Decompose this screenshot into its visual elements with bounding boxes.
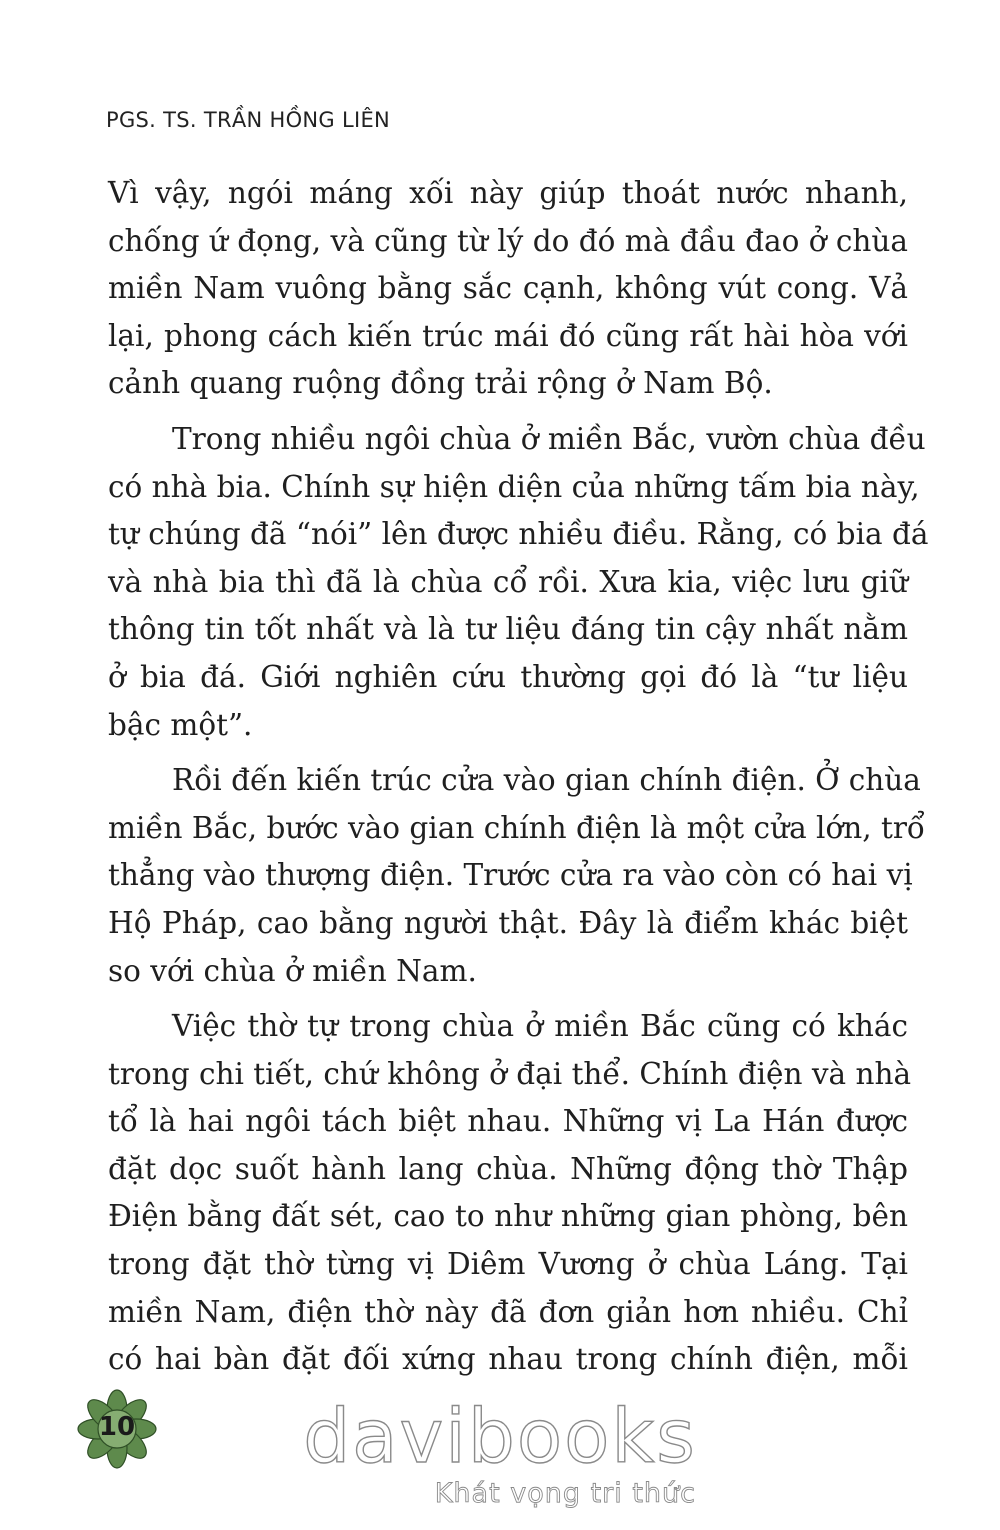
body-text <box>108 170 929 1392</box>
text-line: tổ là hai ngôi tách biệt nhau. Những vị La Hán được <box>108 1104 908 1139</box>
text-line: có hai bàn đặt đối xứng nhau trong chính điện, mỗi <box>108 1342 908 1377</box>
text-line: Hộ Pháp, cao bằng người thật. Đây là điểm khác biệt <box>108 905 908 940</box>
text-line: lại, phong cách kiến trúc mái đó cũng rất hài hòa với <box>108 318 908 353</box>
text-line: miền Nam vuông bằng sắc cạnh, không vút cong. Vả <box>108 271 908 306</box>
text-line: Điện bằng đất sét, cao to như những gian phòng, bên <box>108 1199 908 1234</box>
watermark-tagline: Khát vọng tri thức <box>434 1478 696 1509</box>
text-line: ở bia đá. Giới nghiên cứu thường gọi đó là “tư liệu <box>108 659 908 694</box>
text-line: có nhà bia. Chính sự hiện diện của những tấm bia này, <box>108 469 920 504</box>
text-line: bậc một”. <box>108 707 253 742</box>
text-line: Trong nhiều ngôi chùa ở miền Bắc, vườn chùa đều <box>172 421 926 456</box>
text-line: chống ứ đọng, và cũng từ lý do đó mà đầu đao ở chùa <box>108 223 908 258</box>
text-line: cảnh quang ruộng đồng trải rộng ở Nam Bộ. <box>108 366 773 401</box>
paragraph <box>108 170 908 408</box>
text-line: miền Nam, điện thờ này đã đơn giản hơn nhiều. Chỉ <box>108 1294 908 1329</box>
text-line: thẳng vào thượng điện. Trước cửa ra vào còn có hai vị <box>108 858 913 893</box>
text-line: thông tin tốt nhất và là tư liệu đáng tin cậy nhất nằm <box>108 612 908 647</box>
text-line: miền Bắc, bước vào gian chính điện là một cửa lớn, trổ <box>108 810 925 845</box>
watermark <box>300 1392 700 1522</box>
text-line: Rồi đến kiến trúc cửa vào gian chính điện. Ở chùa <box>172 763 921 798</box>
text-line: đặt dọc suốt hành lang chùa. Những động thờ Thập <box>108 1151 908 1186</box>
text-line: tự chúng đã “nói” lên được nhiều điều. Rằng, có bia đá <box>108 517 929 552</box>
watermark-brand: davibooks <box>303 1394 697 1480</box>
paragraph <box>108 1003 912 1384</box>
paragraph <box>108 416 929 749</box>
text-line: và nhà bia thì đã là chùa cổ rồi. Xưa kia, việc lưu giữ <box>108 564 908 599</box>
text-line: Vì vậy, ngói máng xối này giúp thoát nước nhanh, <box>108 176 908 210</box>
text-line: trong đặt thờ từng vị Diêm Vương ở chùa Láng. Tại <box>108 1247 908 1282</box>
paragraph <box>108 757 925 995</box>
text-line: trong chi tiết, chứ không ở đại thể. Chính điện và nhà <box>108 1056 912 1091</box>
text-line: Việc thờ tự trong chùa ở miền Bắc cũng có khác <box>172 1009 908 1044</box>
page-number: 10 <box>98 1412 136 1442</box>
text-line: so với chùa ở miền Nam. <box>108 953 477 988</box>
running-header: PGS. TS. TRẦN HỒNG LIÊN <box>106 108 391 132</box>
page-number-badge <box>76 1388 158 1470</box>
